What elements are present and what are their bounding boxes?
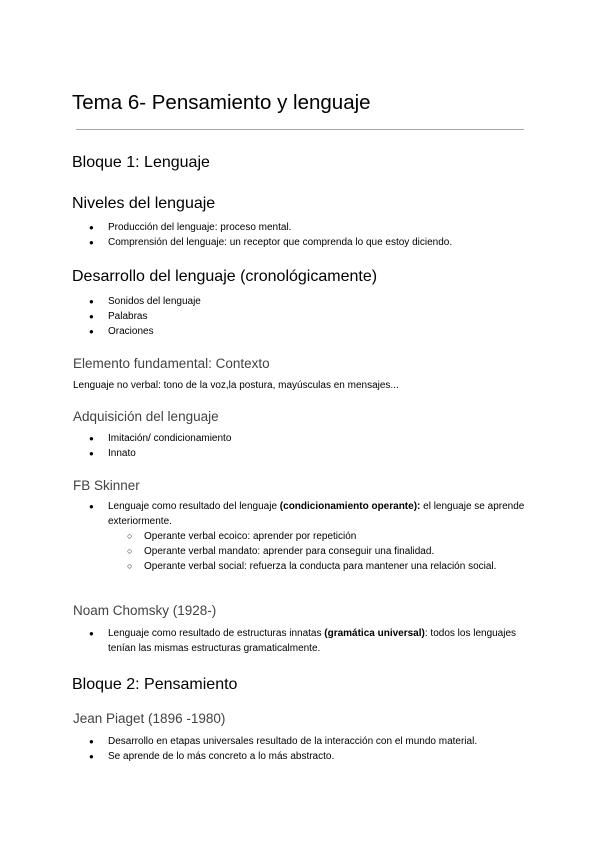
list-item: ● Desarrollo en etapas universales resultado de la interacción con el mundo material. [89, 736, 478, 747]
bullet-icon: ● [89, 238, 94, 247]
circle-bullet-icon: ○ [127, 561, 133, 571]
chomsky-list [0, 626, 528, 656]
list-item: ● Lenguaje como resultado de estructuras innatas (gramática universal): todos los lenguajes tenían las mismas estructuras gramaticalmente. [89, 628, 517, 654]
skinner-sublist [108, 529, 528, 574]
bullet-icon: ● [89, 449, 94, 458]
bloque1-heading: Bloque 1: Lenguaje [72, 154, 210, 171]
circle-bullet-icon: ○ [127, 531, 133, 541]
niveles-heading: Niveles del lenguaje [72, 195, 216, 212]
list-item: ○ Operante verbal mandato: aprender para conseguir una finalidad. [127, 546, 435, 557]
bullet-icon: ● [89, 312, 94, 321]
list-item: ○ Operante verbal ecoico: aprender por repetición [127, 531, 357, 542]
list-item: ● Comprensión del lenguaje: un receptor que comprenda lo que estoy diciendo. [89, 237, 453, 248]
list-item: ● Lenguaje como resultado del lenguaje (condicionamiento operante): el lenguaje se aprende exteriormente. ○ Operante verbal ecoico: aprender por repetición ○ Operante verbal mandato: aprender para conseguir una finalidad. ○ Operante verbal social: refuerza la conducta para mantener una relación social. [0, 499, 528, 574]
list-item: ● Sonidos del lenguaje [89, 296, 201, 307]
niveles-list [0, 220, 528, 250]
contexto-heading: Elemento fundamental: Contexto [73, 356, 270, 371]
adquisicion-list [0, 431, 528, 461]
desarrollo-heading: Desarrollo del lenguaje (cronológicamente) [72, 268, 378, 285]
bold-term: (gramática universal) [324, 628, 425, 639]
list-item: ○ Operante verbal social: refuerza la conducta para mantener una relación social. [127, 561, 497, 572]
list-item: ● Imitación/ condicionamiento [89, 433, 232, 444]
circle-bullet-icon: ○ [127, 546, 133, 556]
bullet-icon: ● [89, 434, 94, 443]
bullet-icon: ● [89, 502, 94, 511]
bold-term: (condicionamiento operante): [279, 501, 421, 512]
list-item: ● Innato [89, 448, 136, 459]
contexto-text: Lenguaje no verbal: tono de la voz,la postura, mayúsculas en mensajes... [73, 380, 399, 391]
piaget-heading: Jean Piaget (1896 -1980) [73, 711, 226, 726]
skinner-list [0, 499, 528, 574]
list-item: ● Oraciones [89, 326, 154, 337]
chomsky-heading: Noam Chomsky (1928-) [73, 603, 217, 618]
title-divider [76, 129, 524, 130]
list-item: ● Palabras [89, 311, 148, 322]
document-title: Tema 6- Pensamiento y lenguaje [72, 91, 371, 114]
bullet-icon: ● [89, 737, 94, 746]
list-item: ● Se aprende de lo más concreto a lo más abstracto. [89, 751, 335, 762]
list-item: ● Producción del lenguaje: proceso mental. [89, 222, 292, 233]
bullet-icon: ● [89, 752, 94, 761]
bullet-icon: ● [89, 327, 94, 336]
bloque2-heading: Bloque 2: Pensamiento [72, 676, 238, 693]
bullet-icon: ● [89, 629, 94, 638]
bullet-icon: ● [89, 297, 94, 306]
bullet-icon: ● [89, 223, 94, 232]
desarrollo-list [0, 294, 528, 339]
skinner-heading: FB Skinner [73, 478, 140, 493]
adquisicion-heading: Adquisición del lenguaje [73, 409, 219, 424]
piaget-list [0, 734, 528, 764]
